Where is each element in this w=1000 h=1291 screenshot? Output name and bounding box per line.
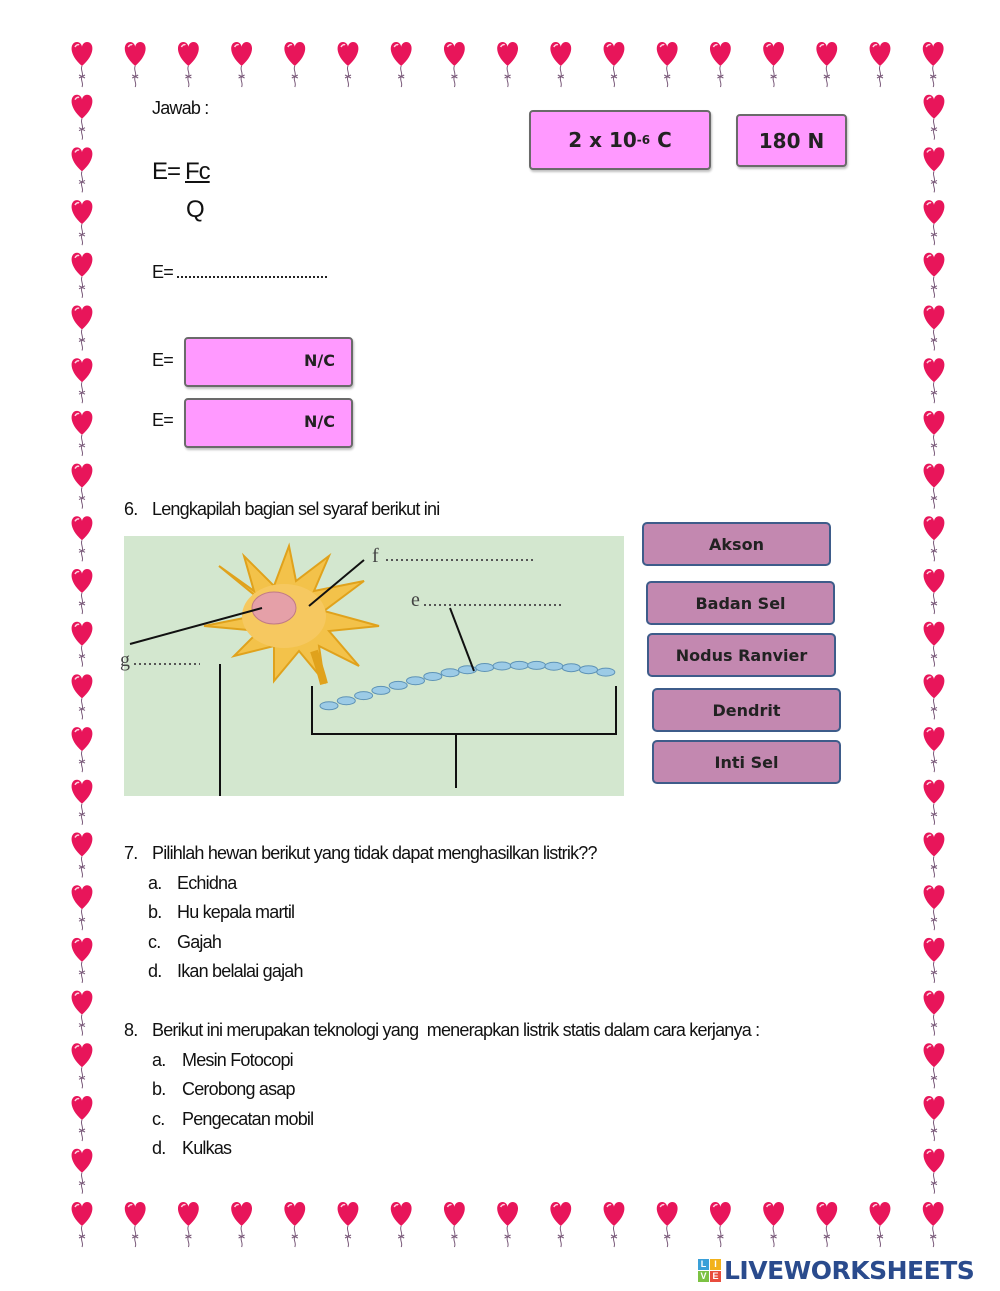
heart-icon xyxy=(284,1202,305,1247)
heart-icon xyxy=(444,42,465,87)
heart-icon xyxy=(72,464,93,509)
heart-icon xyxy=(550,1202,571,1247)
heart-icon xyxy=(924,95,945,140)
myelin-segment xyxy=(476,663,494,671)
heart-icon xyxy=(657,1202,678,1247)
formula-lhs: E= xyxy=(152,158,181,185)
heart-icon xyxy=(231,42,252,87)
drag-option-inti-sel[interactable]: Inti Sel xyxy=(652,740,841,784)
heart-icon xyxy=(72,569,93,614)
heart-icon xyxy=(923,1202,944,1247)
myelin-segment xyxy=(562,664,580,672)
heart-icon xyxy=(710,42,731,87)
heart-icon xyxy=(72,253,93,298)
neuron-label-g: g xyxy=(120,649,130,671)
myelin-segment xyxy=(424,672,442,680)
heart-icon xyxy=(924,569,945,614)
heart-icon xyxy=(924,516,945,561)
heart-icon xyxy=(816,1202,837,1247)
myelin-segment xyxy=(372,686,390,694)
heart-icon xyxy=(924,253,945,298)
heart-icon xyxy=(231,1202,252,1247)
heart-icon xyxy=(72,833,93,878)
myelin-segment xyxy=(493,662,511,670)
heart-icon xyxy=(657,42,678,87)
heart-icon xyxy=(604,1202,625,1247)
myelin-segment xyxy=(545,662,563,670)
heart-icon xyxy=(924,780,945,825)
heart-icon xyxy=(604,42,625,87)
heart-icon xyxy=(924,306,945,351)
myelin-segment xyxy=(510,661,528,669)
heart-icon xyxy=(338,1202,359,1247)
e-blank-prefix: E= xyxy=(152,262,173,282)
drag-option-akson[interactable]: Akson xyxy=(642,522,831,566)
neuron-label-e: e xyxy=(411,589,420,611)
q7-text: Pilihlah hewan berikut yang tidak dapat menghasilkan listrik?? xyxy=(152,843,597,863)
myelin-segment xyxy=(597,668,615,676)
q6-text: Lengkapilah bagian sel syaraf berikut ini xyxy=(152,499,440,519)
heart-icon xyxy=(924,1043,945,1088)
row2-unit: N/C xyxy=(304,412,335,431)
heart-icon xyxy=(816,42,837,87)
heart-icon xyxy=(550,42,571,87)
heart-icon xyxy=(444,1202,465,1247)
myelin-segment xyxy=(389,681,407,689)
formula-denominator: Q xyxy=(186,196,204,223)
heart-icon xyxy=(72,411,93,456)
heart-icon xyxy=(72,622,93,667)
e-blank-line[interactable] xyxy=(177,262,327,278)
heart-icon xyxy=(924,1096,945,1141)
heart-icon xyxy=(72,727,93,772)
heart-icon xyxy=(72,1202,93,1247)
row2-prefix: E= xyxy=(152,410,173,430)
heart-icon xyxy=(763,1202,784,1247)
myelin-segment xyxy=(441,669,459,677)
heart-icon xyxy=(338,42,359,87)
neuron-figure xyxy=(120,536,624,796)
heart-icon xyxy=(923,42,944,87)
myelin-segment xyxy=(355,692,373,700)
heart-icon xyxy=(72,1149,93,1194)
q6-number: 6. xyxy=(124,499,138,519)
heart-icon xyxy=(391,42,412,87)
myelin-segment xyxy=(407,677,425,685)
row1-prefix: E= xyxy=(152,350,173,370)
q7-number: 7. xyxy=(124,843,138,863)
heart-icon xyxy=(924,200,945,245)
heart-icon xyxy=(710,1202,731,1247)
logo-text: LIVEWORKSHEETS xyxy=(724,1256,975,1285)
heart-icon xyxy=(924,147,945,192)
e-blank-row xyxy=(152,262,327,283)
q8-number: 8. xyxy=(124,1020,138,1040)
heart-icon xyxy=(72,674,93,719)
charge-unit: C xyxy=(650,128,672,152)
heart-icon xyxy=(924,938,945,983)
heart-icon xyxy=(924,464,945,509)
heart-icon xyxy=(924,674,945,719)
heart-icon xyxy=(924,411,945,456)
force-value-box[interactable]: 180 N xyxy=(736,114,847,167)
heart-icon xyxy=(497,1202,518,1247)
heart-icon xyxy=(125,1202,146,1247)
myelin-segment xyxy=(320,702,338,710)
myelin-segment xyxy=(337,697,355,705)
neuron-label-f: f xyxy=(372,545,379,567)
heart-icon xyxy=(284,42,305,87)
heart-icon xyxy=(72,42,93,87)
myelin-segment xyxy=(580,666,598,674)
heart-icon xyxy=(870,1202,891,1247)
heart-icon xyxy=(72,938,93,983)
heart-icon xyxy=(497,42,518,87)
heart-icon xyxy=(72,1096,93,1141)
heart-icon xyxy=(924,622,945,667)
charge-exponent: -6 xyxy=(636,133,651,147)
charge-value-box[interactable] xyxy=(529,110,711,170)
heart-icon xyxy=(72,147,93,192)
heart-icon xyxy=(391,1202,412,1247)
heart-icon xyxy=(72,991,93,1036)
heart-icon xyxy=(763,42,784,87)
liveworksheets-logo xyxy=(698,1256,974,1285)
heart-icon xyxy=(72,306,93,351)
drag-option-nodus-ranvier[interactable]: Nodus Ranvier xyxy=(647,633,836,677)
charge-base: 2 x 10 xyxy=(568,128,637,152)
heart-icon xyxy=(72,95,93,140)
heart-icon xyxy=(72,1043,93,1088)
heart-icon xyxy=(72,885,93,930)
heart-icon xyxy=(72,358,93,403)
heart-icon xyxy=(72,780,93,825)
heart-icon xyxy=(178,1202,199,1247)
heart-icon xyxy=(72,200,93,245)
heart-icon xyxy=(924,833,945,878)
heart-icon xyxy=(924,358,945,403)
logo-mark-icon: L I V E xyxy=(698,1259,721,1282)
q8-text: Berikut ini merupakan teknologi yang menerapkan listrik statis dalam cara kerjanya : xyxy=(152,1020,760,1040)
answer-input-1[interactable] xyxy=(184,337,353,387)
drag-option-badan-sel[interactable]: Badan Sel xyxy=(646,581,835,625)
heart-icon xyxy=(72,516,93,561)
heart-icon xyxy=(924,1149,945,1194)
heart-icon xyxy=(125,42,146,87)
row1-unit: N/C xyxy=(304,351,335,370)
heart-icon xyxy=(924,885,945,930)
answer-input-2[interactable] xyxy=(184,398,353,448)
heart-icon xyxy=(924,727,945,772)
heart-icon xyxy=(924,991,945,1036)
drag-option-dendrit[interactable]: Dendrit xyxy=(652,688,841,732)
heart-icon xyxy=(178,42,199,87)
jawab-label: Jawab : xyxy=(152,98,209,118)
myelin-segment xyxy=(528,661,546,669)
heart-icon xyxy=(870,42,891,87)
formula-numerator: Fc xyxy=(185,158,210,185)
